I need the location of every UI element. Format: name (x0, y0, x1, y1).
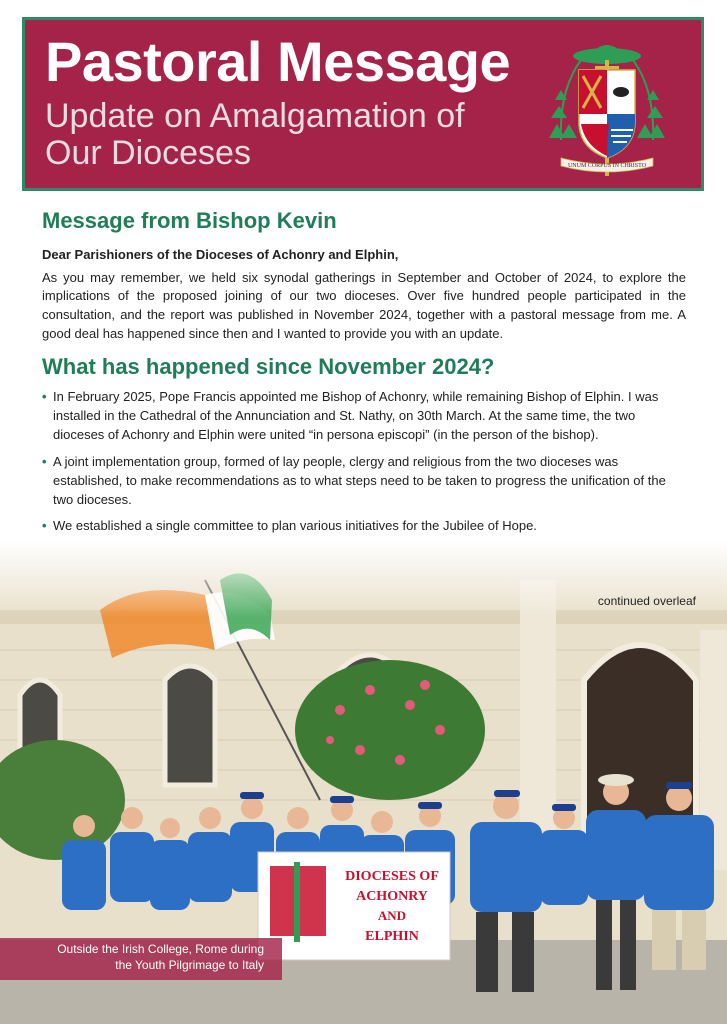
page-title: Pastoral Message (45, 30, 511, 93)
greeting: Dear Parishioners of the Dioceses of Achonry and Elphin, (42, 247, 399, 263)
caption-line: the Youth Pilgrimage to Italy (115, 957, 264, 972)
continued-overleaf: continued overleaf (597, 594, 696, 608)
intro-paragraph: As you may remember, we held six synodal gatherings in September and October of 2024, to explore the implications of the proposed joining of our two dioceses. Over five hundred people participated in the consultation, and the report was published in November 2024, together with a pastoral message from me. A good deal has happened since then and I wanted to provide you with an update. (42, 269, 686, 342)
photo-caption (0, 938, 282, 980)
since-heading: What has happened since November 2024? (42, 353, 495, 379)
message-heading: Message from Bishop Kevin (42, 208, 337, 233)
page-subtitle: Update on Amalgamation of Our Dioceses (45, 97, 465, 172)
caption-line: Outside the Irish College, Rome during (57, 942, 264, 956)
list-item: • We established a single committee to plan various initiatives for the Jubilee of Hope. (42, 517, 686, 536)
list-item: • A joint implementation group, formed of lay people, clergy and religious from the two dioceses was established, to make recommendations as to what steps need to be taken to progress the unification of the two dioceses. (42, 453, 686, 510)
svg-text:UNUM CORPUS IN CHRISTO: UNUM CORPUS IN CHRISTO (567, 163, 647, 169)
list-item: • In February 2025, Pope Francis appointed me Bishop of Achonry, while remaining Bishop of Elphin. I was installed in the Cathedral of the Annunciation and St. Nathy, on 30th March. At the same time, the two dioceses of Achonry and Elphin were united “in persona episcopi” (in the person of the bishop). (42, 388, 686, 445)
coat-of-arms-icon (541, 30, 673, 180)
header-banner (22, 17, 704, 191)
